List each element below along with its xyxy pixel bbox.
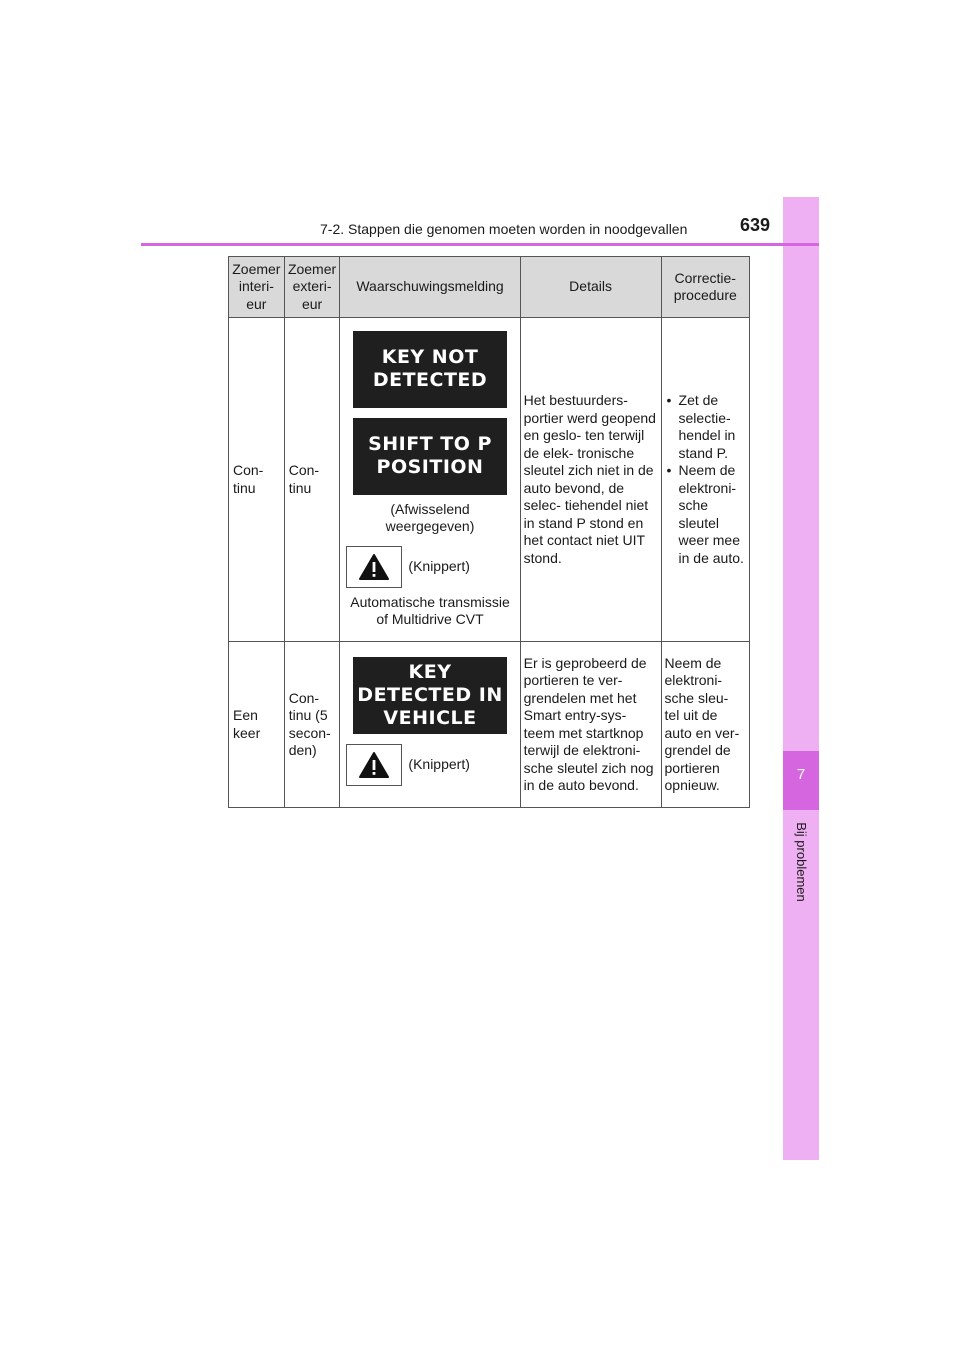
- correction-cell: [661, 318, 749, 642]
- table-row: [229, 318, 750, 642]
- correction-list: [665, 392, 745, 567]
- warning-triangle-icon: [346, 546, 402, 588]
- column-header-warning-message: Waarschuwingsmelding: [340, 257, 520, 318]
- header-rule: [141, 243, 819, 246]
- chapter-sidebar-upper: [783, 197, 819, 751]
- table-row: [229, 642, 750, 808]
- list-item: • Neem de elektroni- sche sleutel weer mee in de auto.: [665, 462, 745, 567]
- exterior-buzzer-cell: Con- tinu: [284, 318, 340, 642]
- warning-table: [228, 256, 750, 808]
- details-cell: Er is geprobeerd de portieren te ver- grendelen met het Smart entry-sys- teem met startknop terwijl de elektroni- sche sleutel zich nog in de auto bevond.: [520, 642, 661, 808]
- column-header-correction: Correctie- procedure: [661, 257, 749, 318]
- column-header-interior-buzzer: Zoemer interi- eur: [229, 257, 285, 318]
- column-header-details: Details: [520, 257, 661, 318]
- flashing-indicator-row: [344, 546, 515, 588]
- correction-cell: Neem de elektroni- sche sleu- tel uit de auto en ver- grendel de portieren opnieuw.: [661, 642, 749, 808]
- interior-buzzer-cell: Con- tinu: [229, 318, 285, 642]
- details-cell: Het bestuurders- portier werd geopend en geslo- ten terwijl de elek- tronische sleutel zich niet in de auto bevond, de selec- tiehendel niet in stand P stond en het contact niet UIT stond.: [520, 318, 661, 642]
- flashing-label: (Knippert): [408, 557, 470, 574]
- warning-triangle-icon: [346, 744, 402, 786]
- key-not-detected-display: KEY NOT DETECTED: [353, 331, 507, 408]
- shift-to-p-display: SHIFT TO P POSITION: [353, 418, 507, 495]
- transmission-caption: Automatische transmissie of Multidrive CVT: [350, 593, 510, 627]
- chapter-label: Bij problemen: [794, 822, 809, 902]
- warning-message-cell: [340, 642, 520, 808]
- flashing-indicator-row: [344, 744, 515, 786]
- chapter-number: 7: [796, 766, 806, 783]
- interior-buzzer-cell: Een keer: [229, 642, 285, 808]
- section-title: 7-2. Stappen die genomen moeten worden in noodgevallen: [320, 221, 688, 237]
- column-header-exterior-buzzer: Zoemer exteri- eur: [284, 257, 340, 318]
- exterior-buzzer-cell: Con- tinu (5 secon- den): [284, 642, 340, 808]
- key-detected-in-vehicle-display: KEY DETECTED IN VEHICLE: [353, 657, 507, 734]
- list-item: • Zet de selectie- hendel in stand P.: [665, 392, 745, 462]
- page-number: 639: [740, 215, 771, 235]
- alternating-caption: (Afwisselend weergegeven): [385, 500, 475, 534]
- warning-message-cell: [340, 318, 520, 642]
- flashing-label: (Knippert): [408, 756, 470, 773]
- table-header-row: [229, 257, 750, 318]
